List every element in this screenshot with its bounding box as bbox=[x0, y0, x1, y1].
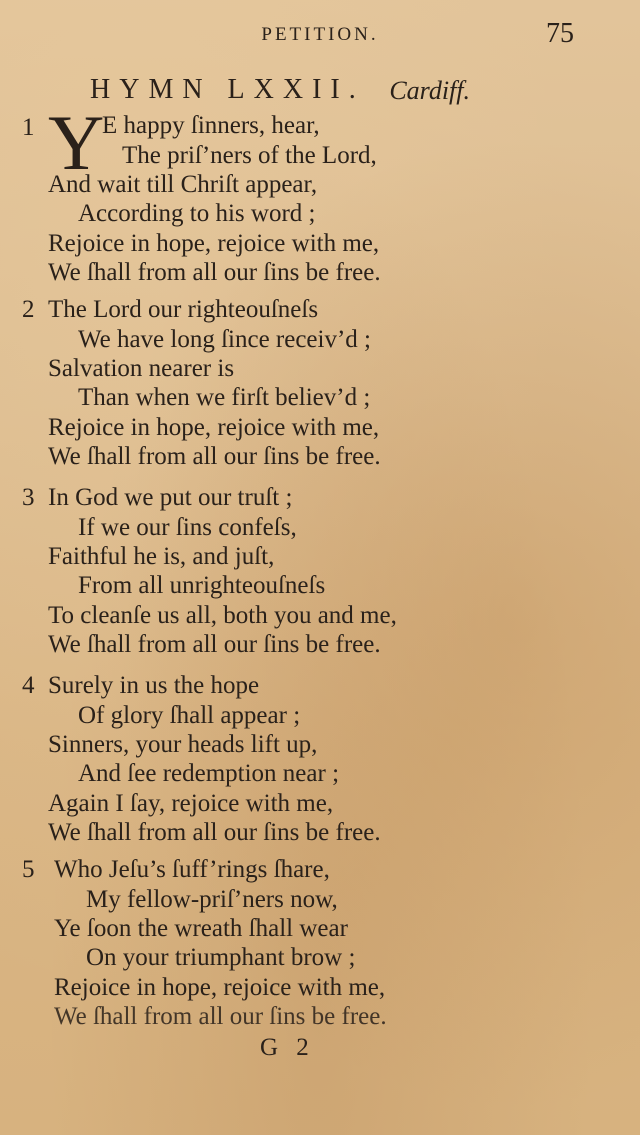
hymn-line: We ſhall from all our ſins be free. bbox=[48, 443, 381, 470]
hymn-line: Ye ſoon the wreath ſhall wear bbox=[54, 915, 348, 942]
hymn-line: Than when we firſt believ’d ; bbox=[78, 384, 371, 411]
hymn-line: We ſhall from all our ſins be free. bbox=[48, 259, 381, 286]
drop-cap: Y bbox=[48, 99, 105, 186]
hymn-line: And ſee redemption near ; bbox=[78, 760, 340, 787]
page-number: 75 bbox=[546, 18, 574, 49]
hymn-line: Sinners, your heads lift up, bbox=[48, 731, 318, 758]
hymn-line: And wait till Chriſt appear, bbox=[48, 171, 318, 198]
hymn-line: Of glory ſhall appear ; bbox=[78, 702, 301, 729]
stanza-number: 1 bbox=[22, 114, 35, 141]
hymn-line: Rejoice in hope, rejoice with me, bbox=[54, 974, 386, 1001]
hymn-heading: HYMN LXXII. bbox=[90, 74, 365, 105]
hymn-line: The Lord our righteouſneſs bbox=[48, 296, 319, 323]
hymn-line: We ſhall from all our ſins be free. bbox=[48, 631, 381, 658]
hymn-line: From all unrighteouſneſs bbox=[78, 572, 326, 599]
hymn-line: According to his word ; bbox=[78, 200, 316, 227]
hymn-line: We ſhall from all our ſins be free. bbox=[48, 819, 381, 846]
hymn-line: Who Jeſu’s ſuff’rings ſhare, bbox=[54, 856, 330, 883]
hymn-line: In God we put our truſt ; bbox=[48, 484, 293, 511]
hymn-line: E happy ſinners, hear, bbox=[102, 112, 320, 139]
hymn-line: We ſhall from all our ſins be free. bbox=[54, 1003, 387, 1030]
stanza-number: 5 bbox=[22, 856, 35, 883]
signature-mark: G 2 bbox=[260, 1034, 315, 1061]
hymn-line: To cleanſe us all, both you and me, bbox=[48, 602, 397, 629]
hymn-line: On your triumphant brow ; bbox=[86, 944, 356, 971]
running-title: PETITION. bbox=[261, 24, 379, 45]
stanza-number: 2 bbox=[22, 296, 35, 323]
hymn-line: Surely in us the hope bbox=[48, 672, 260, 699]
hymn-line: Salvation nearer is bbox=[48, 355, 235, 382]
hymn-line: Again I ſay, rejoice with me, bbox=[48, 790, 334, 817]
hymn-line: If we our ſins confeſs, bbox=[78, 514, 297, 541]
hymn-line: The priſ’ners of the Lord, bbox=[122, 142, 377, 169]
hymn-line: We have long ſince receiv’d ; bbox=[78, 326, 371, 353]
hymn-line: My fellow-priſ’ners now, bbox=[86, 886, 338, 913]
stanza-number: 4 bbox=[22, 672, 35, 699]
hymn-line: Rejoice in hope, rejoice with me, bbox=[48, 230, 380, 257]
tune-name: Cardiff. bbox=[389, 76, 470, 105]
hymn-line: Rejoice in hope, rejoice with me, bbox=[48, 414, 380, 441]
hymn-line: Faithful he is, and juſt, bbox=[48, 543, 275, 570]
stanza-number: 3 bbox=[22, 484, 35, 511]
